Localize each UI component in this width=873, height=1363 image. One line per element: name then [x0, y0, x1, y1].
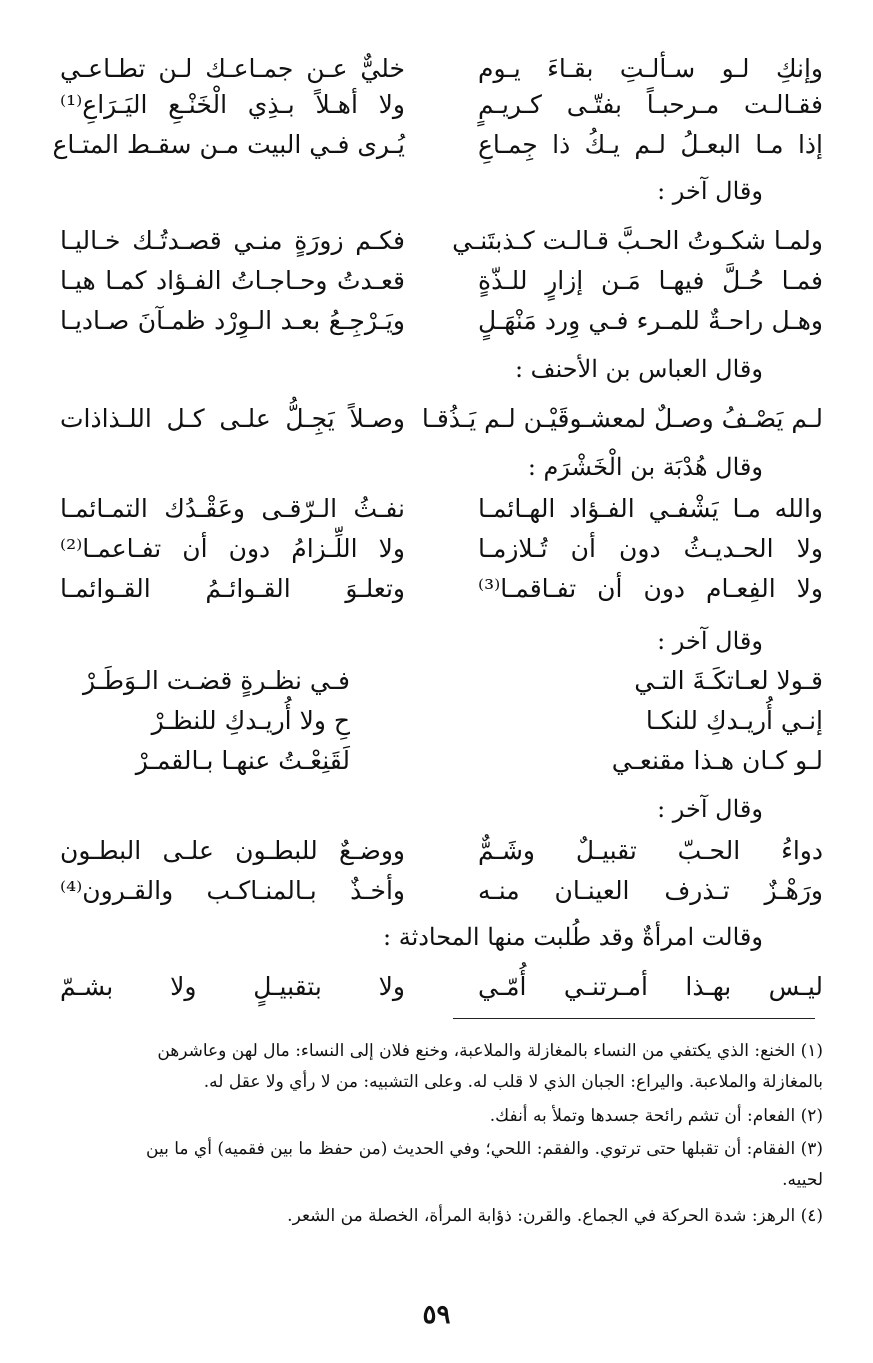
section-heading: وقال آخر :: [657, 627, 763, 655]
verse-second-hemistich: ويَـرْجِـعُ بعـد الـوِرْد ظمـآنَ صـاديـا: [60, 306, 405, 335]
section-heading: وقالت امرأةٌ وقد طُلبت منها المحادثة :: [382, 923, 763, 951]
verse-first-hemistich: ولا الحـديـثُ دون أن تُـلازمـا: [478, 534, 823, 563]
verse-second-hemistich: فـي نظـرةٍ قضـت الـوَطَـرْ: [83, 666, 350, 695]
poem-verse: [60, 490, 823, 528]
section-heading: وقال آخر :: [657, 795, 763, 823]
footnote-line: (٤) الرهز: شدة الحركة في الجماع. والقرن: ذؤابة المرأة، الخصلة من الشعر.: [287, 1206, 823, 1226]
poem-verse: [52, 126, 823, 164]
verse-first-hemistich: قـولا لعـاتكَـةَ التـي: [634, 666, 823, 695]
verse-second-hemistich: وأخـذٌ بـالمنـاكـب والقـرون⁽⁴⁾: [60, 876, 405, 905]
poem-verse: [60, 872, 823, 910]
verse-first-hemistich: فقـالـت مـرحبـاً بفتّـى كـريـمٍ: [478, 90, 823, 119]
verse-second-hemistich: نفـثُ الـرّقـى وعَقْـدُك التمـائمـا: [60, 494, 405, 523]
verse-second-hemistich: وصـلاً يَجِـلُّ علـى كـل اللـذاذات: [60, 404, 405, 433]
footnote-line: (٢) الفعام: أن تشم رائحة جسدها وتملأ به أنفك.: [489, 1106, 823, 1126]
poem-verse: [60, 968, 823, 1006]
verse-second-hemistich: يُـرى فـي البيت مـن سقـط المتـاع: [52, 130, 405, 159]
verse-first-hemistich: لـم يَصْـفُ وصـلٌ لمعشـوقَيْـن لـم يَـذُقـا: [421, 404, 823, 433]
footnote-separator: [453, 1018, 815, 1019]
poem-verse: [60, 570, 823, 608]
verse-second-hemistich: ولا اللِّـزامُ دون أن تفـاعمـا⁽²⁾: [60, 534, 405, 563]
footnote-line: (٣) الفقام: أن تقبلها حتى ترتوي. والفقم: اللحي؛ وفي الحديث (من حفظ ما بين فقميه) أي ما بين: [146, 1139, 823, 1159]
poem-verse: [60, 222, 823, 260]
verse-first-hemistich: وإنكِ لـو سـألـتِ بقـاءَ يـوم: [478, 54, 823, 83]
verse-second-hemistich: ولا أهـلاً بـذِي الْخَنْـعِ اليَـرَاعِ⁽¹⁾: [60, 90, 405, 119]
section-heading: وقال هُدْبَة بن الْخَشْرَم :: [527, 453, 763, 481]
verse-first-hemistich: فمـا حُـلَّ فيهـا مَـن إزارٍ للـذّةٍ: [478, 266, 823, 295]
verse-second-hemistich: خليٌّ عـن جمـاعـك لـن تطـاعـي: [60, 54, 405, 83]
footnote-line: (١) الخنع: الذي يكتفي من النساء بالمغازلة والملاعبة، وخنع فلان إلى النساء: مال لهن وعاشرهن: [157, 1041, 823, 1061]
poem-verse: [60, 400, 823, 438]
section-heading: وقال العباس بن الأحنف :: [514, 355, 763, 383]
verse-first-hemistich: ليـس بهـذا أمـرتنـي أُمّـي: [478, 972, 823, 1001]
poem-verse: [60, 86, 823, 124]
verse-second-hemistich: ولا بتقبيـلٍ ولا بشـمّ: [60, 972, 405, 1001]
poem-verse: [60, 702, 823, 740]
poem-verse: [60, 530, 823, 568]
verse-second-hemistich: لَقَنِعْـتُ عنهـا بـالقمـرْ: [135, 746, 350, 775]
verse-first-hemistich: إذا مـا البعـلُ لـم يـكُ ذا جِمـاعِ: [478, 130, 823, 159]
verse-first-hemistich: دواءُ الحـبّ تقبيـلٌ وشَـمٌّ: [478, 836, 823, 865]
footnote-line: بالمغازلة والملاعبة. واليراع: الجبان الذي لا قلب له. وعلى التشبيه: من لا رأي ولا عقل له.: [203, 1072, 823, 1092]
footnote-line: لحييه.: [782, 1170, 823, 1190]
verse-first-hemistich: ولمـا شكـوتُ الحـبَّ قـالـت كـذبتَنـي: [452, 226, 823, 255]
verse-second-hemistich: ووضـعٌ للبطـون علـى البطـون: [60, 836, 405, 865]
verse-second-hemistich: قعـدتُ وحـاجـاتُ الفـؤاد كمـا هيـا: [60, 266, 405, 295]
poem-verse: [60, 832, 823, 870]
verse-first-hemistich: ولا الفِعـام دون أن تفـاقمـا⁽³⁾: [478, 574, 823, 603]
poem-verse: [60, 662, 823, 700]
verse-second-hemistich: حِ ولا أُريـدكِ للنظـرْ: [151, 706, 350, 735]
poem-verse: [60, 742, 823, 780]
verse-first-hemistich: والله مـا يَشْفـي الفـؤاد الهـائمـا: [478, 494, 823, 523]
verse-first-hemistich: ورَهْـزٌ تـذرف العينـان منـه: [478, 876, 823, 905]
poem-verse: [60, 302, 823, 340]
verse-second-hemistich: وتعلـوَ القـوائـمُ القـوائمـا: [60, 574, 405, 603]
verse-first-hemistich: وهـل راحـةٌ للمـرء فـي وِرد مَنْهَـلٍ: [478, 306, 823, 335]
page-number: ٥٩: [422, 1300, 451, 1330]
poem-verse: [60, 50, 823, 88]
verse-first-hemistich: إنـي أُريـدكِ للنكـا: [645, 706, 823, 735]
section-heading: وقال آخر :: [657, 177, 763, 205]
verse-first-hemistich: لـو كـان هـذا مقنعـي: [611, 746, 823, 775]
poem-verse: [60, 262, 823, 300]
verse-second-hemistich: فكـم زورَةٍ منـي قصـدتُـك خـاليـا: [60, 226, 405, 255]
